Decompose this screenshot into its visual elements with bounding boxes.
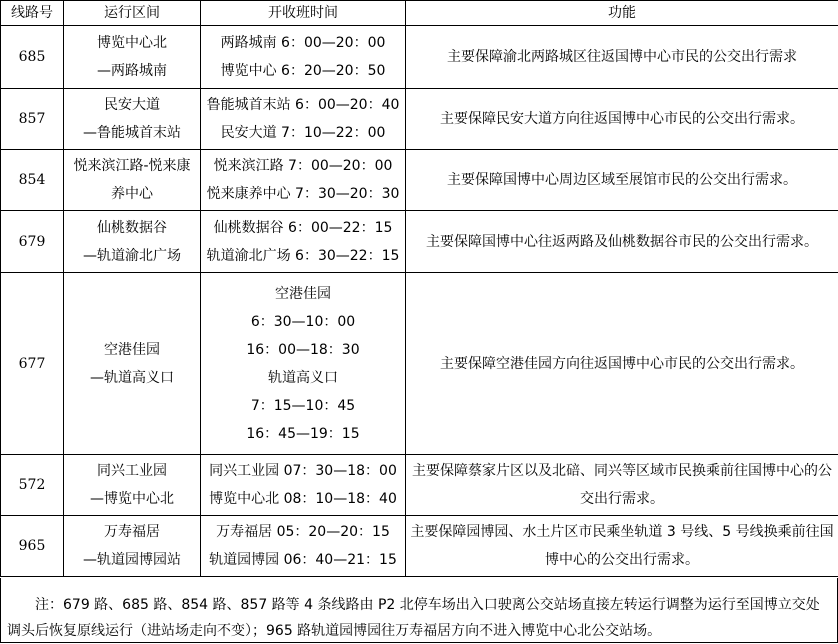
route-number: 857	[1, 89, 64, 150]
route-function: 主要保障空港佳园方向往返国博中心市民的公交出行需求。	[406, 273, 838, 455]
route-function: 主要保障国博中心周边区域至展馆市民的公交出行需求。	[406, 150, 838, 211]
section-line: 万寿福居	[66, 518, 198, 546]
route-number: 965	[1, 516, 64, 577]
route-section	[64, 455, 201, 516]
route-hours	[201, 516, 406, 577]
hours-line: 轨道渝北广场 6：30—22：15	[203, 242, 403, 270]
route-section	[64, 273, 201, 455]
section-line: 养中心	[66, 180, 198, 208]
route-function: 主要保障园博园、水土片区市民乘坐轨道 3 号线、5 号线换乘前往国博中心的公交出行需求。	[406, 516, 838, 577]
footnote: 注：679 路、685 路、854 路、857 路等 4 条线路由 P2 北停车场出入口驶离公交站场直接左转运行调整为运行至国博立交处调头后恢复原线运行（进站场走向不变）；965 路轨道园博园往万寿福居方向不进入博览中心北公交站场。	[0, 578, 838, 643]
hours-line: 6：30—10：00	[203, 308, 403, 336]
route-hours	[201, 455, 406, 516]
table-row	[1, 455, 838, 516]
route-number: 685	[1, 26, 64, 89]
route-function: 主要保障民安大道方向往返国博中心市民的公交出行需求。	[406, 89, 838, 150]
hours-line: 鲁能城首末站 6：00—20：40	[203, 91, 403, 119]
table-row	[1, 89, 838, 150]
header-row	[1, 1, 838, 26]
route-function: 主要保障蔡家片区以及北碚、同兴等区域市民换乘前往国博中心的公交出行需求。	[406, 455, 838, 516]
hours-line: 空港佳园	[203, 280, 403, 308]
hours-line: 博览中心 6：20—20：50	[203, 57, 403, 85]
table-row	[1, 516, 838, 577]
hours-line: 仙桃数据谷 6：00—22：15	[203, 214, 403, 242]
route-section	[64, 211, 201, 273]
header-route: 线路号	[1, 1, 64, 26]
hours-line: 7：15—10：45	[203, 392, 403, 420]
section-line: —博览中心北	[66, 485, 198, 513]
hours-line: 两路城南 6：00—20：00	[203, 29, 403, 57]
section-line: 空港佳园	[66, 336, 198, 364]
route-number: 679	[1, 211, 64, 273]
hours-line: 博览中心北 08：10—18：40	[203, 485, 403, 513]
header-function: 功能	[406, 1, 838, 26]
section-line: 悦来滨江路-悦来康	[66, 152, 198, 180]
table-row	[1, 273, 838, 455]
table-row	[1, 211, 838, 273]
route-section	[64, 516, 201, 577]
route-hours	[201, 89, 406, 150]
section-line: —轨道渝北广场	[66, 242, 198, 270]
route-number: 854	[1, 150, 64, 211]
section-line: —轨道高义口	[66, 364, 198, 392]
route-function: 主要保障渝北两路城区往返国博中心市民的公交出行需求	[406, 26, 838, 89]
hours-line: 16：00—18：30	[203, 336, 403, 364]
section-line: —鲁能城首末站	[66, 119, 198, 147]
hours-line: 万寿福居 05：20—20：15	[203, 518, 403, 546]
hours-line: 轨道高义口	[203, 364, 403, 392]
hours-line: 悦来康养中心 7：30—20：30	[203, 180, 403, 208]
section-line: 民安大道	[66, 91, 198, 119]
route-number: 572	[1, 455, 64, 516]
route-section	[64, 26, 201, 89]
route-hours	[201, 211, 406, 273]
hours-line: 轨道园博园 06：40—21：15	[203, 546, 403, 574]
hours-line: 悦来滨江路 7：00—20：00	[203, 152, 403, 180]
route-hours	[201, 150, 406, 211]
table-row	[1, 150, 838, 211]
section-line: —两路城南	[66, 57, 198, 85]
section-line: 仙桃数据谷	[66, 214, 198, 242]
header-section: 运行区间	[64, 1, 201, 26]
header-hours: 开收班时间	[201, 1, 406, 26]
table-row	[1, 26, 838, 89]
section-line: 同兴工业园	[66, 457, 198, 485]
route-hours	[201, 26, 406, 89]
hours-line: 民安大道 7：10—22：00	[203, 119, 403, 147]
route-function: 主要保障国博中心往返两路及仙桃数据谷市民的公交出行需求。	[406, 211, 838, 273]
route-section	[64, 89, 201, 150]
route-section	[64, 150, 201, 211]
hours-line: 16：45—19：15	[203, 420, 403, 448]
route-hours	[201, 273, 406, 455]
section-line: 博览中心北	[66, 29, 198, 57]
hours-line: 同兴工业园 07：30—18：00	[203, 457, 403, 485]
route-number: 677	[1, 273, 64, 455]
section-line: —轨道园博园站	[66, 546, 198, 574]
